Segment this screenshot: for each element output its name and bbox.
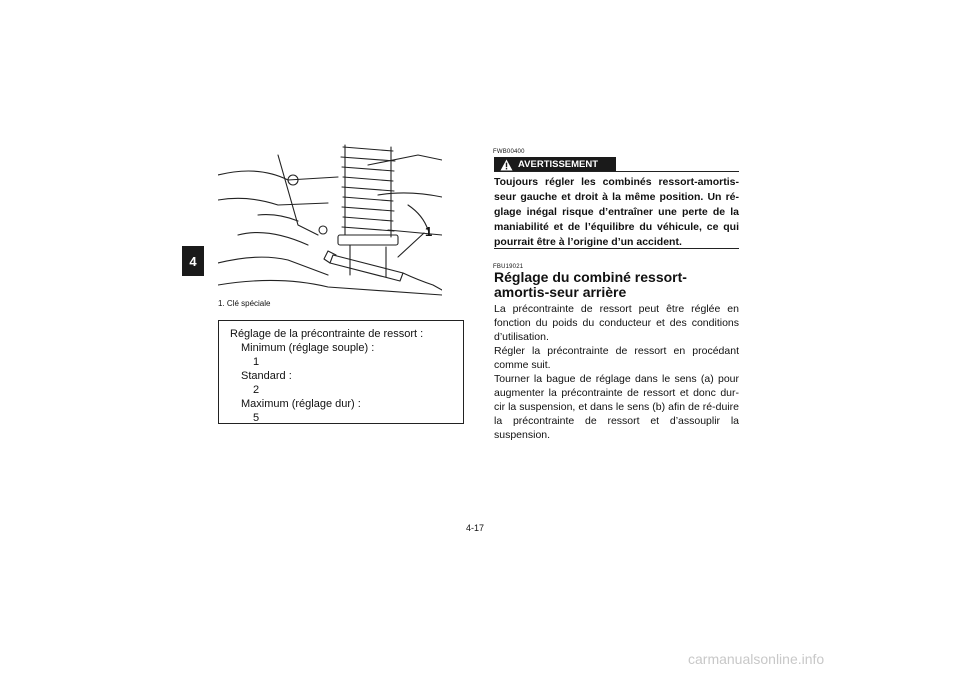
warning-code: FWB00400 [493, 149, 525, 155]
section-title: Réglage du combiné ressort-amortis-seur arrière [494, 269, 687, 300]
body-paragraph: La précontrainte de ressort peut être réglée en fonction du poids du conducteur et des conditions d’utilisation. [494, 303, 739, 343]
warning-label: AVERTISSEMENT [518, 159, 599, 170]
section-code: FBU19021 [493, 264, 524, 270]
page-number: 4-17 [466, 523, 485, 533]
warning-bottom-rule [494, 248, 739, 249]
spec-std-value: 2 [253, 384, 260, 396]
warning-badge [494, 157, 616, 172]
spec-std-label: Standard : [241, 370, 292, 382]
section-body [494, 302, 739, 442]
warning-top-rule [494, 171, 739, 172]
spec-max-value: 5 [253, 412, 260, 424]
suspension-illustration [218, 135, 442, 297]
spec-max-label: Maximum (réglage dur) : [241, 398, 361, 410]
chapter-tab: 4 [182, 246, 204, 276]
spec-title: Réglage de la précontrainte de ressort : [230, 328, 424, 340]
spec-min-value: 1 [253, 356, 260, 368]
spring-preload-spec-box [218, 320, 464, 424]
watermark: carmanualsonline.info [688, 651, 825, 667]
body-paragraph: Régler la précontrainte de ressort en procédant comme suit. [494, 345, 739, 371]
figure-caption: 1. Clé spéciale [218, 299, 271, 308]
warning-triangle-icon [500, 159, 513, 171]
figure-callout-number: 1 [425, 224, 433, 239]
body-paragraph: Tourner la bague de réglage dans le sens (a) pour augmenter la précontrainte de ressort et donc dur-cir la suspension, et dans le sens (b) afin de ré-duire la précontrainte de ressort et d’assouplir la suspension. [494, 373, 739, 441]
spec-min-label: Minimum (réglage souple) : [241, 342, 375, 354]
warning-text: Toujours régler les combinés ressort-amortis-seur gauche et droit à la même position. Un ré-glage inégal risque d’entraîner une perte de la maniabilité et de l’équilibre du véhicule, ce qui pourrait être à l’origine d’un accident. [494, 176, 739, 248]
